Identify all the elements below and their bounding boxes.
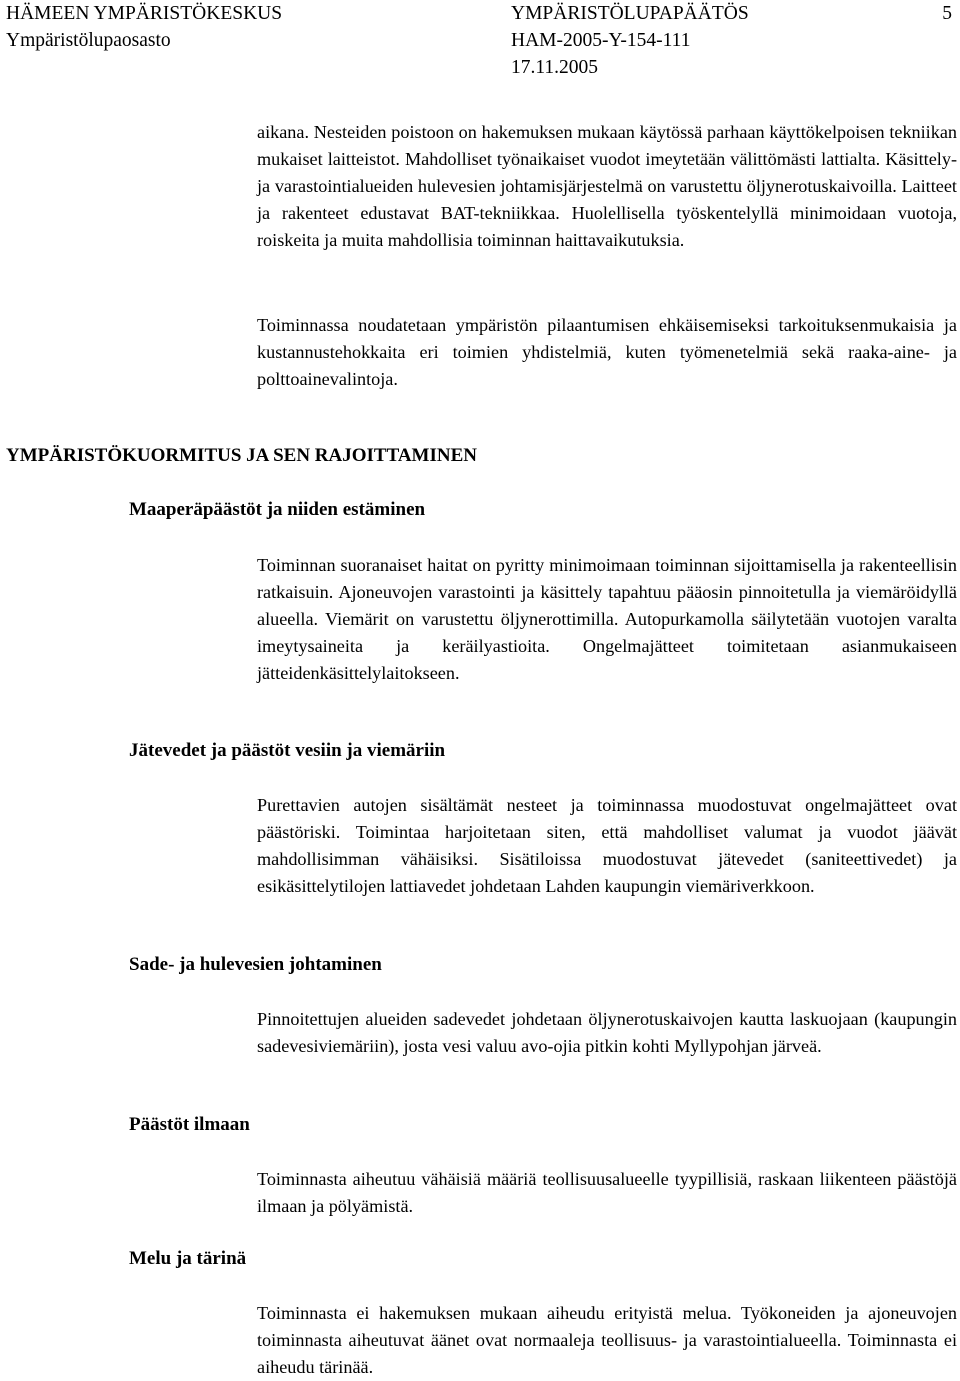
main-heading: YMPÄRISTÖKUORMITUS JA SEN RAJOITTAMINEN: [6, 445, 478, 466]
section-heading-wastewater: Jätevedet ja päästöt vesiin ja viemäriin: [129, 740, 446, 761]
intro-paragraph-1: aikana. Nesteiden poistoon on hakemuksen mukaan käytössä parhaan käyttökelpoisen tekniikan mukaiset laitteistot. Mahdolliset työnaikaiset vuodot imeytetään välittömästi lattialta. Käsittely- ja varastointialueiden hulevesien johtamisjärjestelmä on varustettu öljynerotuskaivoilla. Laitteet ja rakenteet edustavat BAT-tekniikkaa. Huolellisella työskentelyllä minimoidaan vuotoja, roiskeita ja muita mahdollisia toiminnan haittavaikutuksia.: [257, 122, 957, 250]
section-text-wastewater: Purettavien autojen sisältämät nesteet ja toiminnassa muodostuvat ongelmajätteet ovat päästöriski. Toimintaa harjoitetaan siten, että mahdolliset valumat ja vuodot jäävät mahdollisimman vähäisiksi. Sisätiloissa muodostuvat jätevedet (saniteettivedet) ja esikäsittelytilojen lattiavedet johdetaan Lahden kaupungin viemäriverkkoon.: [257, 795, 957, 896]
section-text-stormwater: Pinnoitettujen alueiden sadevedet johdetaan öljynerotuskaivojen kautta laskuojaan (kaupungin sadevesiviemäriin), josta vesi valuu avo-ojia pitkin kohti Myllypohjan järveä.: [257, 1009, 957, 1056]
header-unit: Ympäristölupaosasto: [6, 30, 171, 51]
section-heading-stormwater: Sade- ja hulevesien johtaminen: [129, 954, 382, 975]
intro-paragraph-2: Toiminnassa noudatetaan ympäristön pilaantumisen ehkäisemiseksi tarkoituksenmukaisia ja kustannustehokkaita eri toimien yhdistelmiä, kuten työmenetelmiä sekä raaka-aine- ja polttoainevalintoja.: [257, 315, 957, 389]
section-text-noise-vibration: Toiminnasta ei hakemuksen mukaan aiheudu erityistä melua. Työkoneiden ja ajoneuvojen toiminnasta aiheutuvat äänet ovat normaaleja teollisuus- ja varastointialueella. Toiminnasta ei aiheudu tärinää.: [257, 1303, 957, 1377]
header-document-number: HAM-2005-Y-154-111: [511, 30, 691, 51]
header-row-3: [6, 54, 956, 81]
header-date: 17.11.2005: [511, 57, 599, 78]
section-text-air-emissions: Toiminnasta aiheutuu vähäisiä määriä teollisuusalueelle tyypillisiä, raskaan liikenteen päästöjä ilmaan ja pölyämistä.: [257, 1169, 957, 1216]
header-document-type: YMPÄRISTÖLUPAPÄÄTÖS: [511, 3, 749, 24]
section-heading-soil-emissions: Maaperäpäästöt ja niiden estäminen: [129, 499, 426, 520]
header-organization: HÄMEEN YMPÄRISTÖKESKUS: [6, 3, 283, 24]
section-heading-noise-vibration: Melu ja tärinä: [129, 1248, 247, 1269]
page-number: 5: [942, 3, 952, 24]
page-header: [6, 0, 956, 81]
section-heading-air-emissions: Päästöt ilmaan: [129, 1114, 250, 1135]
header-row-2: [6, 27, 956, 54]
header-row-1: [6, 0, 956, 27]
section-text-soil-emissions: Toiminnan suoranaiset haitat on pyritty minimoimaan toiminnan sijoittamisella ja rakenteellisin ratkaisuin. Ajoneuvojen varastointi ja käsittely tapahtuu pääosin pinnoitetulla ja viemäröidyllä alueella. Viemärit on varustettu öljynerottimilla. Autopurkamolla säilytetään vuotojen varalta imeytysaineita ja keräilyastioita. Ongelmajätteet toimitetaan asianmukaiseen jätteidenkäsittelylaitokseen.: [257, 555, 957, 683]
